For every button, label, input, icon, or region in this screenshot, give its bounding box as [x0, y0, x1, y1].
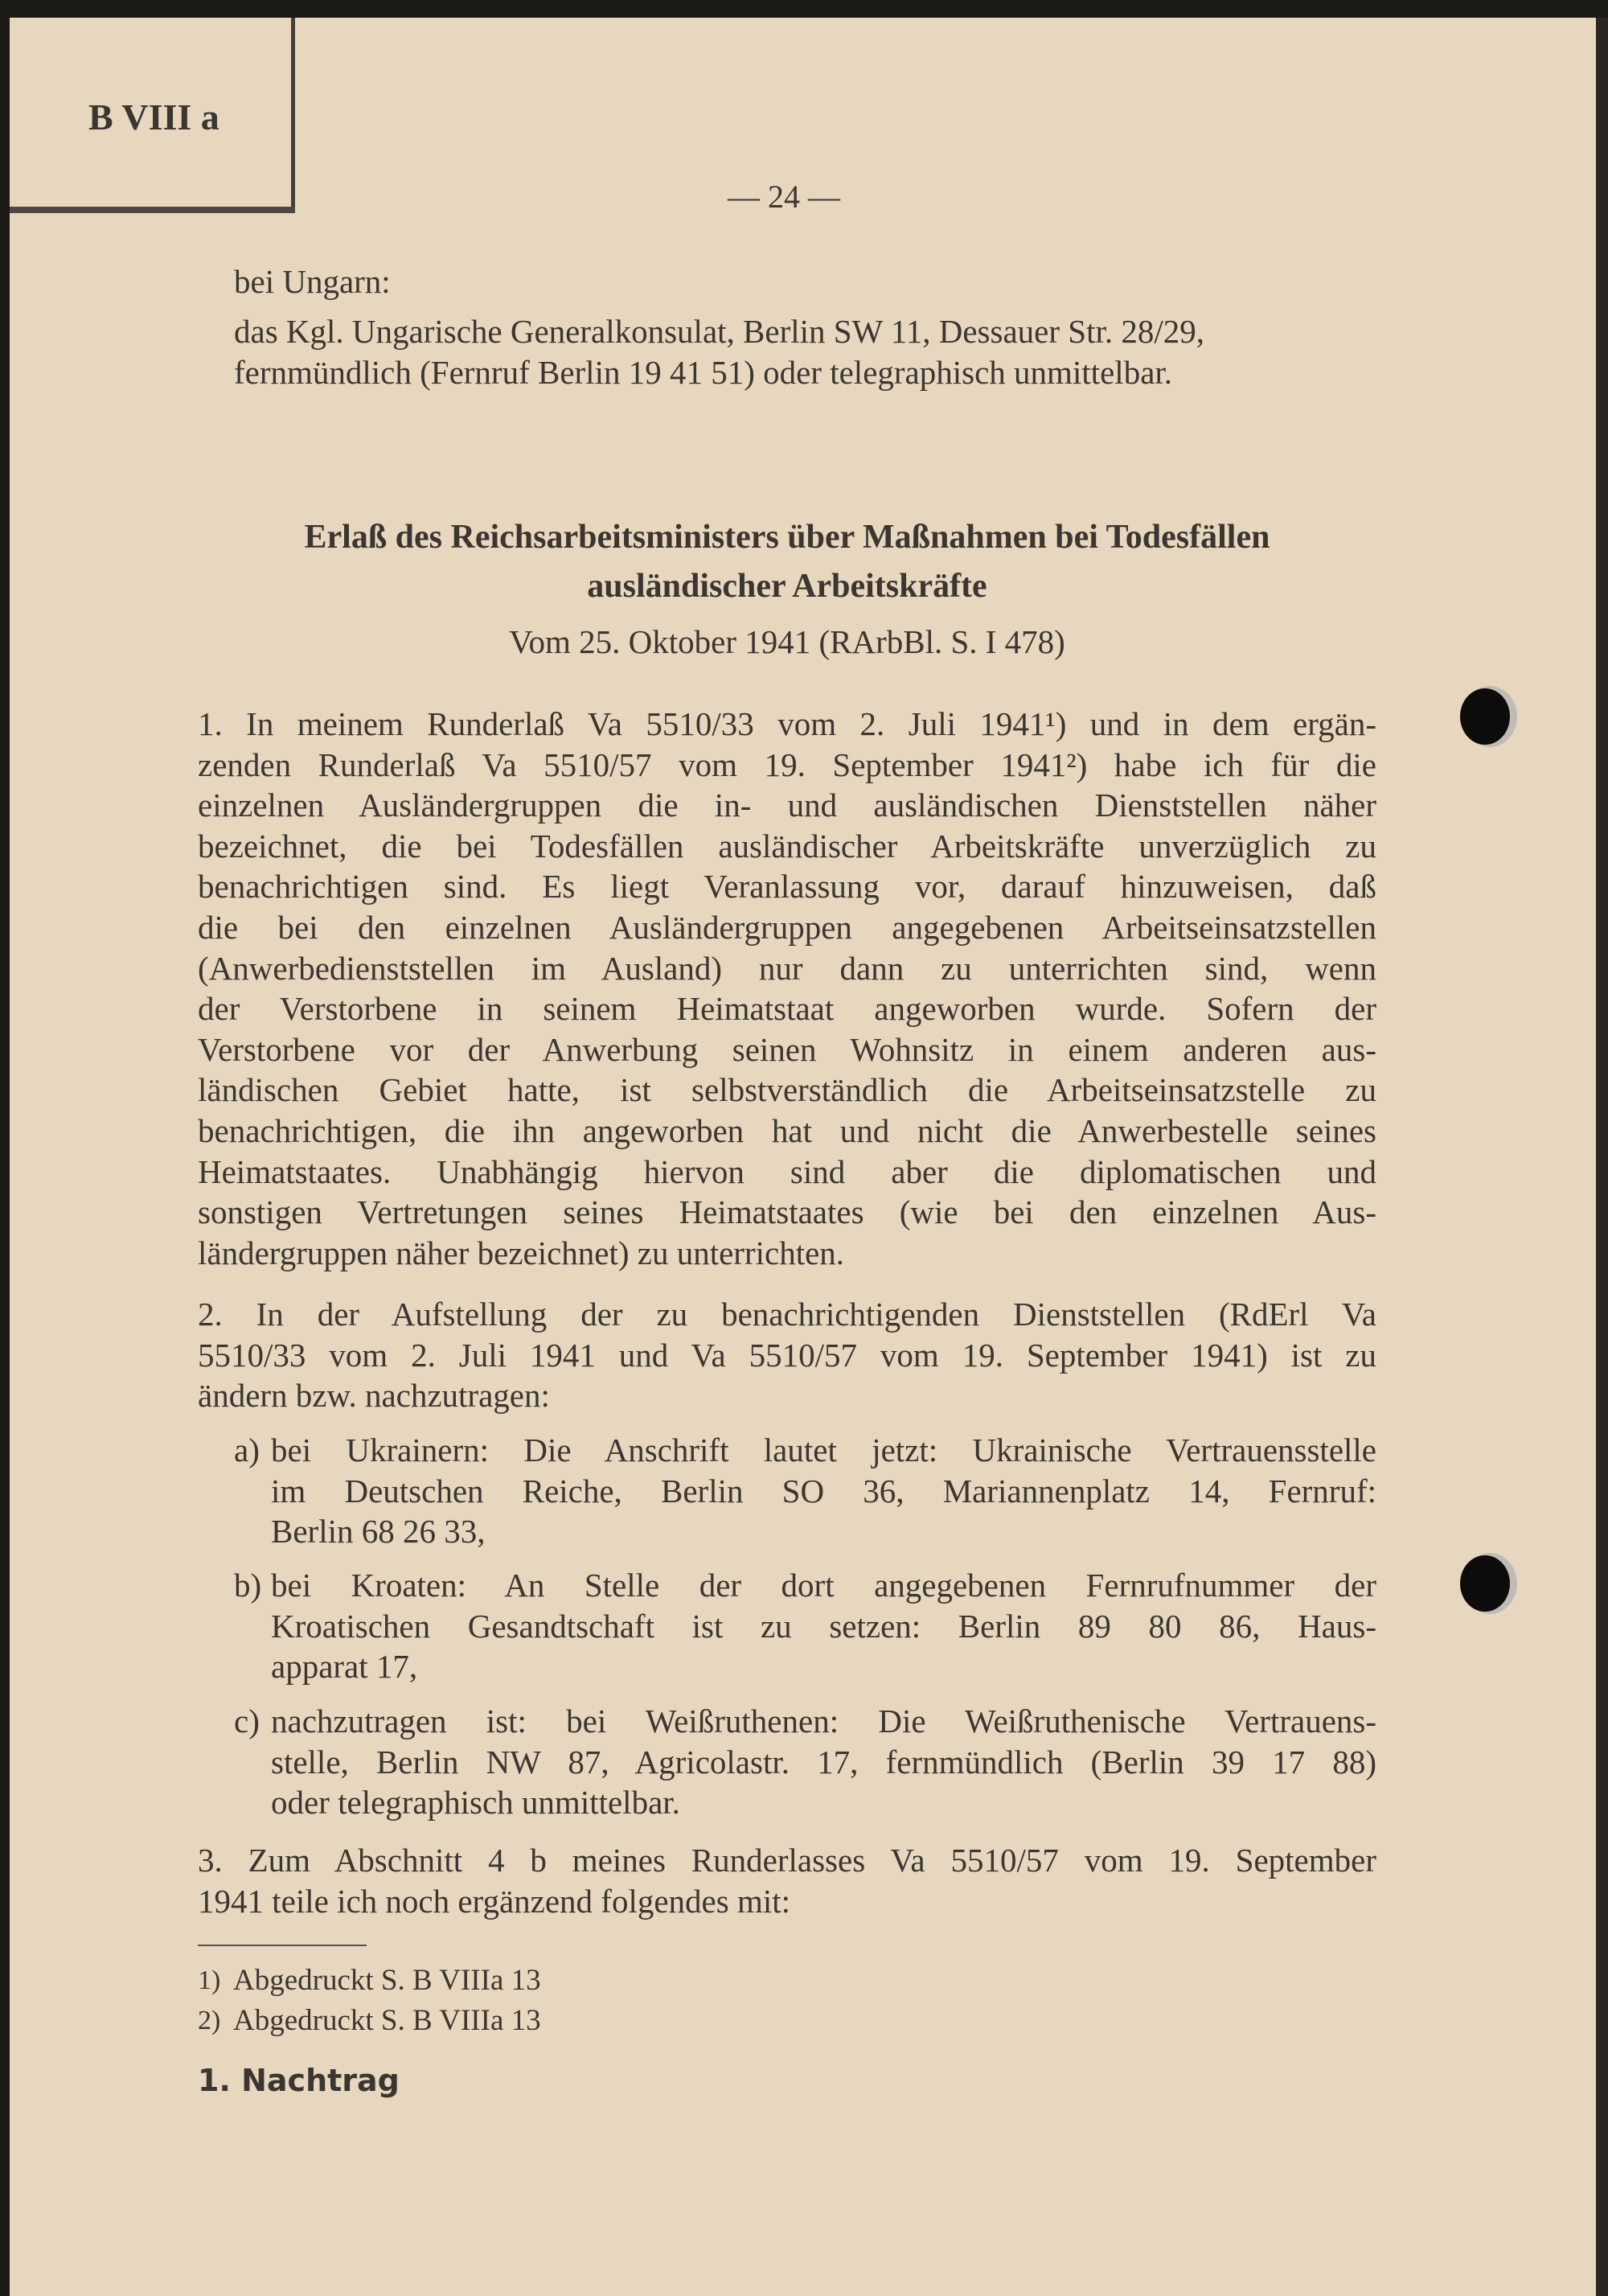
footnote-rule	[198, 1945, 367, 1946]
supplement-label: 1. Nachtrag	[198, 2063, 400, 2098]
scan-edge	[1596, 18, 1608, 2296]
footnote-text: Abgedruckt S. B VIIIa 13	[233, 1964, 541, 1997]
paragraph-line: benachrichtigen sind. Es liegt Veranlassung vor, darauf hinzuweisen, daß	[198, 868, 1376, 906]
paragraph-line: Verstorbene vor der Anwerbung seinen Wohnsitz in einem anderen aus-	[198, 1030, 1376, 1068]
heading-date: Vom 25. Oktober 1941 (RArbBl. S. I 478)	[509, 623, 1065, 660]
paragraph-line: ländischen Gebiet hatte, ist selbstverständlich die Arbeitseinsatzstelle zu	[198, 1071, 1376, 1109]
paragraph-line: die bei den einzelnen Ausländergruppen angegebenen Arbeitseinsatzstellen	[198, 909, 1376, 946]
list-item-label: a)	[234, 1431, 260, 1468]
heading-line: Erlaß des Reichsarbeitsministers über Maßnahmen bei Todesfällen	[304, 519, 1270, 556]
list-item-label: b)	[234, 1567, 262, 1604]
punch-hole	[1460, 1555, 1510, 1612]
paragraph-line: (Anwerbedienststellen im Ausland) nur dann zu unterrichten sind, wenn	[198, 949, 1376, 987]
paragraph-line: einzelnen Ausländergruppen die in- und ausländischen Dienststellen näher	[198, 787, 1376, 824]
paragraph-line: ändern bzw. nachzutragen:	[198, 1377, 550, 1415]
heading-line: ausländischer Arbeitskräfte	[587, 568, 987, 605]
section-tab-label: B VIII a	[88, 97, 219, 138]
list-item-label: c)	[234, 1702, 260, 1739]
punch-hole	[1460, 688, 1510, 745]
list-item-line: stelle, Berlin NW 87, Agricolastr. 17, fernmündlich (Berlin 39 17 88)	[271, 1743, 1376, 1781]
list-item-line: Berlin 68 26 33,	[271, 1513, 486, 1551]
paragraph-line: 1941 teile ich noch ergänzend folgendes mit:	[198, 1882, 791, 1920]
paragraph-line: 3. Zum Abschnitt 4 b meines Runderlasses Va 5510/57 vom 19. September	[198, 1842, 1376, 1879]
footnote-mark: 1)	[198, 1965, 221, 1995]
paragraph-line: Heimatstaates. Unabhängig hiervon sind aber die diplomatischen und	[198, 1152, 1376, 1190]
paragraph-line: zenden Runderlaß Va 5510/57 vom 19. September 1941²) habe ich für die	[198, 745, 1376, 783]
list-item-line: im Deutschen Reiche, Berlin SO 36, Mariannenplatz 14, Fernruf:	[271, 1472, 1376, 1509]
paragraph-line: bezeichnet, die bei Todesfällen ausländischer Arbeitskräfte unverzüglich zu	[198, 827, 1376, 865]
list-item-line: Kroatischen Gesandtschaft ist zu setzen: Berlin 89 80 86, Haus-	[271, 1607, 1376, 1645]
paragraph-line: 2. In der Aufstellung der zu benachrichtigenden Dienststellen (RdErl Va	[198, 1296, 1376, 1333]
intro-line: fernmündlich (Fernruf Berlin 19 41 51) oder telegraphisch unmittelbar.	[234, 354, 1173, 391]
list-item-line: bei Ukrainern: Die Anschrift lautet jetzt: Ukrainische Vertrauensstelle	[271, 1431, 1376, 1468]
paragraph-line: 5510/33 vom 2. Juli 1941 und Va 5510/57 vom 19. September 1941) ist zu	[198, 1336, 1376, 1374]
list-item-line: apparat 17,	[271, 1648, 418, 1686]
list-item-line: bei Kroaten: An Stelle der dort angegebenen Fernrufnummer der	[271, 1567, 1376, 1604]
footnote-text: Abgedruckt S. B VIIIa 13	[233, 2004, 541, 2037]
paragraph-line: 1. In meinem Runderlaß Va 5510/33 vom 2. Juli 1941¹) und in dem ergän-	[198, 705, 1376, 742]
paragraph-line: der Verstorbene in seinem Heimatstaat angeworben wurde. Sofern der	[198, 990, 1376, 1028]
paragraph-line: ländergruppen näher bezeichnet) zu unterrichten.	[198, 1234, 845, 1271]
footnote-mark: 2)	[198, 2006, 221, 2035]
list-item-line: nachzutragen ist: bei Weißruthenen: Die Weißruthenische Vertrauens-	[271, 1702, 1376, 1739]
paragraph-line: sonstigen Vertretungen seines Heimatstaates (wie bei den einzelnen Aus-	[198, 1193, 1376, 1231]
intro-line: bei Ungarn:	[234, 263, 391, 300]
page-number: — 24 —	[728, 179, 840, 215]
list-item-line: oder telegraphisch unmittelbar.	[271, 1784, 680, 1822]
paragraph-line: benachrichtigen, die ihn angeworben hat und nicht die Anwerbestelle seines	[198, 1112, 1376, 1149]
intro-line: das Kgl. Ungarische Generalkonsulat, Berlin SW 11, Dessauer Str. 28/29,	[234, 313, 1204, 350]
